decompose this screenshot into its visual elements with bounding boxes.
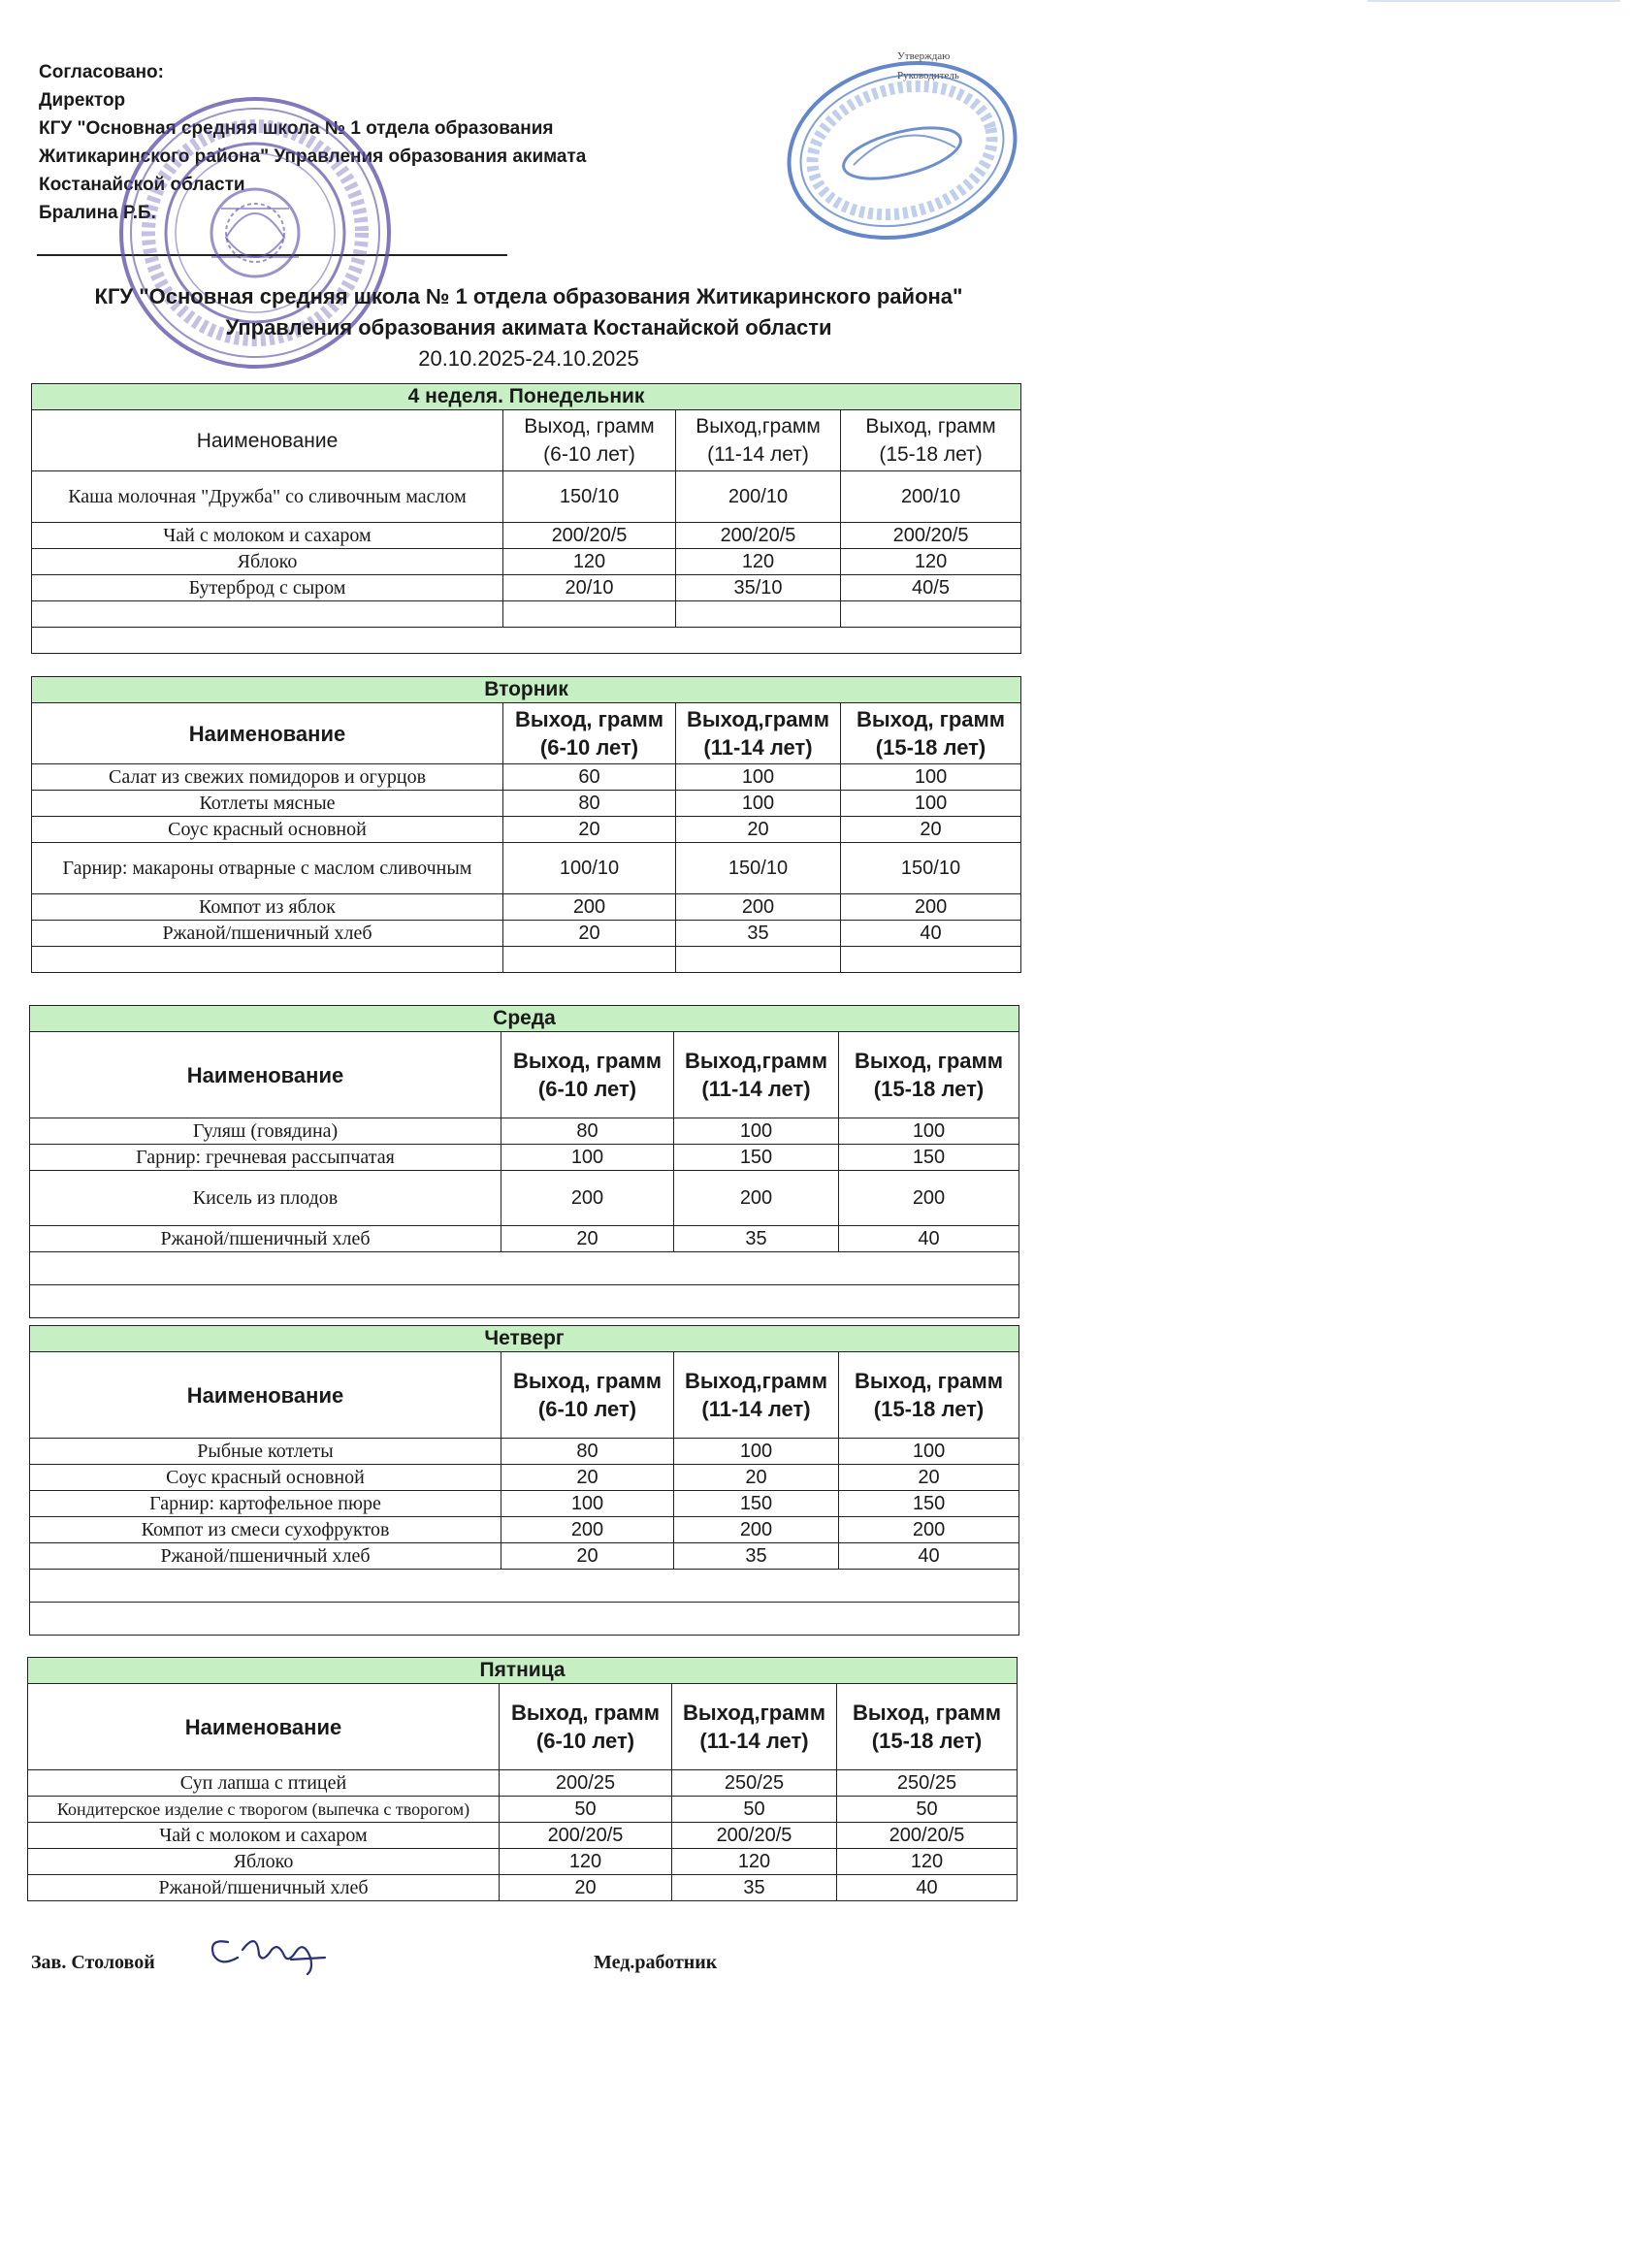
col-age2-header: [674, 1032, 839, 1118]
column-header-row: [30, 1032, 1019, 1118]
portion-age2: 200/10: [676, 471, 841, 523]
table-row: [30, 1145, 1019, 1171]
approval-org-line3: Костанайской области: [39, 175, 245, 195]
day-title: 4 неделя. Понедельник: [32, 384, 1021, 410]
menu-table-tuesday: [31, 676, 1021, 973]
day-title: Пятница: [28, 1658, 1018, 1684]
table-row: [30, 1226, 1019, 1252]
menu-table-wednesday: [29, 1005, 1019, 1318]
portion-age2: 200: [674, 1517, 839, 1543]
dish-name: Чай с молоком и сахаром: [32, 523, 503, 549]
table-row: [32, 523, 1021, 549]
col-age2-header: [676, 410, 841, 471]
col-age1-title: Выход, грамм: [512, 1369, 663, 1393]
dish-name: Суп лапша с птицей: [28, 1770, 500, 1797]
portion-age1: 20: [503, 817, 676, 843]
portion-age1: 50: [500, 1797, 672, 1823]
canteen-head-signature: [199, 1921, 344, 1979]
col-age1-title: Выход, грамм: [512, 1049, 663, 1073]
col-age1-header: [503, 410, 676, 471]
portion-age1: 20: [503, 921, 676, 947]
col-name-header: Наименование: [32, 410, 503, 471]
empty-row: [30, 1603, 1019, 1636]
dish-name: Яблоко: [32, 549, 503, 575]
col-age3-header: [839, 1032, 1019, 1118]
table-row: [28, 1797, 1018, 1823]
portion-age2: 200: [674, 1171, 839, 1226]
day-header: [32, 677, 1021, 703]
empty-row: [30, 1252, 1019, 1285]
table-row: [30, 1171, 1019, 1226]
portion-age1: 20: [501, 1543, 674, 1570]
table-row: [32, 843, 1021, 894]
dish-name: Соус красный основной: [32, 817, 503, 843]
dish-name: Соус красный основной: [30, 1465, 501, 1491]
col-age3-range: (15-18 лет): [873, 1077, 985, 1101]
col-age1-range: (6-10 лет): [537, 1397, 637, 1421]
dish-name: Каша молочная "Дружба" со сливочным маслом: [32, 471, 503, 523]
dish-name: Ржаной/пшеничный хлеб: [30, 1543, 501, 1570]
approved-position: Руководитель: [897, 70, 959, 81]
col-age2-range: (11-14 лет): [701, 1077, 811, 1101]
col-age1-title: Выход, грамм: [514, 707, 664, 731]
table-row: [28, 1770, 1018, 1797]
col-age1-header: [503, 703, 676, 764]
portion-age1: 100: [501, 1145, 674, 1171]
portion-age2: 100: [674, 1439, 839, 1465]
portion-age3: 100: [841, 764, 1021, 791]
dish-name: Гуляш (говядина): [30, 1118, 501, 1145]
approval-org-line2: Житикаринского района" Управления образования акимата: [39, 146, 587, 167]
portion-age2: 250/25: [672, 1770, 837, 1797]
portion-age1: 200/20/5: [500, 1823, 672, 1849]
dish-name: Кондитерское изделие с творогом (выпечка с творогом): [28, 1797, 500, 1823]
day-header: [30, 1326, 1019, 1352]
col-name-header: Наименование: [32, 703, 503, 764]
portion-age1: 200/20/5: [503, 523, 676, 549]
portion-age2: 20: [674, 1465, 839, 1491]
portion-age1: 200: [503, 894, 676, 921]
portion-age2: 200: [676, 894, 841, 921]
column-header-row: [28, 1684, 1018, 1770]
table-row: [32, 764, 1021, 791]
dish-name: Салат из свежих помидоров и огурцов: [32, 764, 503, 791]
portion-age2: 120: [672, 1849, 837, 1875]
empty-row: [30, 1285, 1019, 1318]
portion-age2: 35/10: [676, 575, 841, 601]
col-age2-range: (11-14 лет): [707, 443, 809, 466]
column-header-row: [32, 410, 1021, 471]
day-header: [30, 1006, 1019, 1032]
dish-name: Кисель из плодов: [30, 1171, 501, 1226]
portion-age2: 35: [674, 1543, 839, 1570]
table-row: [28, 1849, 1018, 1875]
dish-name: Ржаной/пшеничный хлеб: [28, 1875, 500, 1901]
table-row: [30, 1517, 1019, 1543]
portion-age1: 200: [501, 1517, 674, 1543]
dish-name: Чай с молоком и сахаром: [28, 1823, 500, 1849]
portion-age2: 120: [676, 549, 841, 575]
table-row: [32, 894, 1021, 921]
portion-age3: 200: [839, 1171, 1019, 1226]
portion-age2: 200/20/5: [676, 523, 841, 549]
portion-age2: 150: [674, 1491, 839, 1517]
portion-age3: 20: [841, 817, 1021, 843]
col-age1-title: Выход, грамм: [524, 415, 655, 437]
col-age3-title: Выход, грамм: [852, 1701, 1002, 1725]
approval-signatory: Бралина Р.Б.: [39, 203, 156, 223]
document-title: КГУ "Основная средняя школа № 1 отдела образования Житикаринского района": [94, 284, 963, 308]
col-age3-title: Выход, грамм: [865, 415, 996, 437]
portion-age3: 200: [841, 894, 1021, 921]
document-subtitle: Управления образования акимата Костанайской области: [225, 315, 832, 340]
portion-age2: 100: [676, 791, 841, 817]
portion-age2: 50: [672, 1797, 837, 1823]
portion-age1: 120: [500, 1849, 672, 1875]
portion-age2: 150/10: [676, 843, 841, 894]
col-age2-header: [674, 1352, 839, 1439]
col-age1-title: Выход, грамм: [510, 1701, 661, 1725]
portion-age1: 100/10: [503, 843, 676, 894]
table-row: [30, 1439, 1019, 1465]
col-age2-range: (11-14 лет): [701, 1397, 811, 1421]
col-age1-range: (6-10 лет): [539, 735, 639, 760]
col-age2-range: (11-14 лет): [703, 735, 813, 760]
col-name-header: Наименование: [30, 1032, 501, 1118]
portion-age3: 40/5: [841, 575, 1021, 601]
portion-age1: 60: [503, 764, 676, 791]
date-range: 20.10.2025-24.10.2025: [418, 346, 639, 371]
dish-name: Ржаной/пшеничный хлеб: [32, 921, 503, 947]
portion-age3: 40: [839, 1226, 1019, 1252]
table-row: [32, 791, 1021, 817]
dish-name: Котлеты мясные: [32, 791, 503, 817]
portion-age1: 150/10: [503, 471, 676, 523]
canteen-stamp: [776, 58, 1028, 243]
dish-name: Компот из яблок: [32, 894, 503, 921]
col-age2-title: Выход,грамм: [695, 415, 821, 437]
table-row: [32, 817, 1021, 843]
approved-label: Утверждаю: [897, 50, 951, 62]
col-age3-title: Выход, грамм: [854, 1049, 1004, 1073]
table-row: [30, 1491, 1019, 1517]
portion-age1: 20: [500, 1875, 672, 1901]
empty-row: [32, 601, 1021, 628]
portion-age2: 35: [674, 1226, 839, 1252]
approval-org-line1: КГУ "Основная средняя школа № 1 отдела образования: [39, 118, 554, 139]
dish-name: Бутерброд с сыром: [32, 575, 503, 601]
table-row: [30, 1118, 1019, 1145]
col-name-header: Наименование: [30, 1352, 501, 1439]
col-name-header: Наименование: [28, 1684, 500, 1770]
portion-age3: 40: [839, 1543, 1019, 1570]
col-age3-title: Выход, грамм: [854, 1369, 1004, 1393]
portion-age3: 40: [841, 921, 1021, 947]
portion-age3: 120: [837, 1849, 1018, 1875]
empty-row: [30, 1570, 1019, 1603]
table-row: [30, 1465, 1019, 1491]
day-title: Среда: [30, 1006, 1019, 1032]
col-age3-title: Выход, грамм: [856, 707, 1006, 731]
portion-age3: 200: [839, 1517, 1019, 1543]
col-age2-title: Выход,грамм: [685, 1369, 827, 1393]
portion-age3: 40: [837, 1875, 1018, 1901]
table-row: [32, 575, 1021, 601]
menu-table-friday: [27, 1657, 1018, 1901]
portion-age2: 150: [674, 1145, 839, 1171]
col-age3-header: [837, 1684, 1018, 1770]
portion-age1: 80: [501, 1118, 674, 1145]
portion-age3: 200/10: [841, 471, 1021, 523]
menu-table-monday: [31, 383, 1021, 654]
col-age1-header: [501, 1032, 674, 1118]
portion-age2: 35: [672, 1875, 837, 1901]
dish-name: Компот из смеси сухофруктов: [30, 1517, 501, 1543]
scan-edge-line: [1368, 0, 1620, 2]
portion-age3: 150/10: [841, 843, 1021, 894]
portion-age3: 150: [839, 1145, 1019, 1171]
approval-label: Согласовано:: [39, 62, 164, 82]
col-age3-range: (15-18 лет): [871, 1729, 983, 1753]
table-row: [32, 471, 1021, 523]
empty-row: [32, 947, 1021, 973]
portion-age1: 80: [501, 1439, 674, 1465]
col-age1-header: [501, 1352, 674, 1439]
table-row: [28, 1823, 1018, 1849]
col-age2-header: [672, 1684, 837, 1770]
portion-age1: 20: [501, 1465, 674, 1491]
col-age3-range: (15-18 лет): [873, 1397, 985, 1421]
portion-age3: 100: [841, 791, 1021, 817]
empty-row: [32, 628, 1021, 654]
day-header: [28, 1658, 1018, 1684]
medic-label: Мед.работник: [594, 1952, 718, 1973]
portion-age2: 200/20/5: [672, 1823, 837, 1849]
portion-age1: 80: [503, 791, 676, 817]
canteen-head-label: Зав. Столовой: [31, 1952, 155, 1973]
portion-age2: 100: [674, 1118, 839, 1145]
portion-age3: 50: [837, 1797, 1018, 1823]
col-age2-title: Выход,грамм: [685, 1049, 827, 1073]
col-age3-header: [839, 1352, 1019, 1439]
portion-age1: 20/10: [503, 575, 676, 601]
portion-age3: 200/20/5: [837, 1823, 1018, 1849]
dish-name: Гарнир: картофельное пюре: [30, 1491, 501, 1517]
portion-age3: 250/25: [837, 1770, 1018, 1797]
dish-name: Гарнир: гречневая рассыпчатая: [30, 1145, 501, 1171]
portion-age2: 20: [676, 817, 841, 843]
portion-age3: 200/20/5: [841, 523, 1021, 549]
col-age1-header: [500, 1684, 672, 1770]
day-header: [32, 384, 1021, 410]
col-age1-range: (6-10 лет): [535, 1729, 635, 1753]
col-age2-title: Выход,грамм: [687, 707, 829, 731]
dish-name: Ржаной/пшеничный хлеб: [30, 1226, 501, 1252]
table-row: [32, 921, 1021, 947]
col-age3-header: [841, 703, 1021, 764]
col-age3-header: [841, 410, 1021, 471]
portion-age2: 35: [676, 921, 841, 947]
col-age2-range: (11-14 лет): [699, 1729, 809, 1753]
col-age1-range: (6-10 лет): [537, 1077, 637, 1101]
col-age2-header: [676, 703, 841, 764]
col-age1-range: (6-10 лет): [543, 443, 635, 466]
portion-age3: 20: [839, 1465, 1019, 1491]
dish-name: Рыбные котлеты: [30, 1439, 501, 1465]
day-title: Четверг: [30, 1326, 1019, 1352]
col-age3-range: (15-18 лет): [875, 735, 986, 760]
portion-age1: 200: [501, 1171, 674, 1226]
column-header-row: [32, 703, 1021, 764]
dish-name: Гарнир: макароны отварные с маслом сливочным: [32, 843, 503, 894]
menu-table-thursday: [29, 1325, 1019, 1636]
portion-age1: 200/25: [500, 1770, 672, 1797]
portion-age3: 100: [839, 1439, 1019, 1465]
table-row: [32, 549, 1021, 575]
col-age2-title: Выход,грамм: [683, 1701, 825, 1725]
portion-age1: 120: [503, 549, 676, 575]
table-row: [30, 1543, 1019, 1570]
table-row: [28, 1875, 1018, 1901]
column-header-row: [30, 1352, 1019, 1439]
portion-age3: 100: [839, 1118, 1019, 1145]
portion-age1: 100: [501, 1491, 674, 1517]
portion-age3: 120: [841, 549, 1021, 575]
portion-age2: 100: [676, 764, 841, 791]
day-title: Вторник: [32, 677, 1021, 703]
portion-age3: 150: [839, 1491, 1019, 1517]
col-age3-range: (15-18 лет): [879, 443, 983, 466]
portion-age1: 20: [501, 1226, 674, 1252]
approval-position: Директор: [39, 90, 126, 111]
dish-name: Яблоко: [28, 1849, 500, 1875]
